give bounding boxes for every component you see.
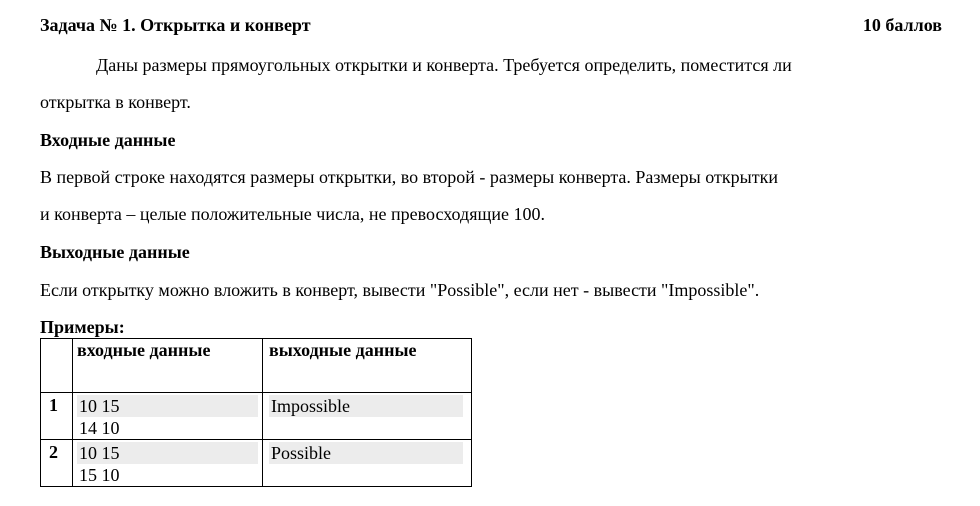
row-number: 1 [41, 393, 73, 440]
example-output-line: Possible [269, 442, 463, 464]
examples-table [40, 338, 472, 487]
output-heading: Выходные данные [40, 242, 190, 262]
output-line-1: Если открытку можно вложить в конверт, вывести "Possible", если нет - вывести "Impossible". [40, 280, 760, 300]
example-input-line: 15 10 [79, 465, 120, 485]
statement-line-1: Даны размеры прямоугольных открытки и конверта. Требуется определить, поместится ли [96, 55, 792, 75]
table-row [41, 393, 472, 440]
task-title: Задача № 1. Открытка и конверт [40, 15, 311, 35]
row-number: 2 [41, 440, 73, 487]
task-title-row [40, 14, 942, 36]
example-input-cell [73, 393, 263, 440]
example-output-line: Impossible [269, 395, 463, 417]
input-line-1: В первой строке находятся размеры открытки, во второй - размеры конверта. Размеры открытки [40, 167, 778, 187]
example-output-cell [263, 440, 472, 487]
example-input-line: 14 10 [79, 418, 120, 438]
header-num-cell [41, 339, 73, 393]
input-heading: Входные данные [40, 130, 176, 150]
header-output: выходные данные [263, 339, 472, 393]
example-input-line: 10 15 [77, 395, 258, 417]
header-input: входные данные [73, 339, 263, 393]
task-points: 10 баллов [862, 15, 942, 35]
input-line-2: и конверта – целые положительные числа, не превосходящие 100. [40, 204, 545, 224]
statement-line-2: открытка в конверт. [40, 92, 191, 112]
table-row [41, 440, 472, 487]
examples-header-row [41, 339, 472, 393]
example-input-line: 10 15 [77, 442, 258, 464]
examples-heading: Примеры: [40, 317, 125, 337]
example-output-cell [263, 393, 472, 440]
example-input-cell [73, 440, 263, 487]
